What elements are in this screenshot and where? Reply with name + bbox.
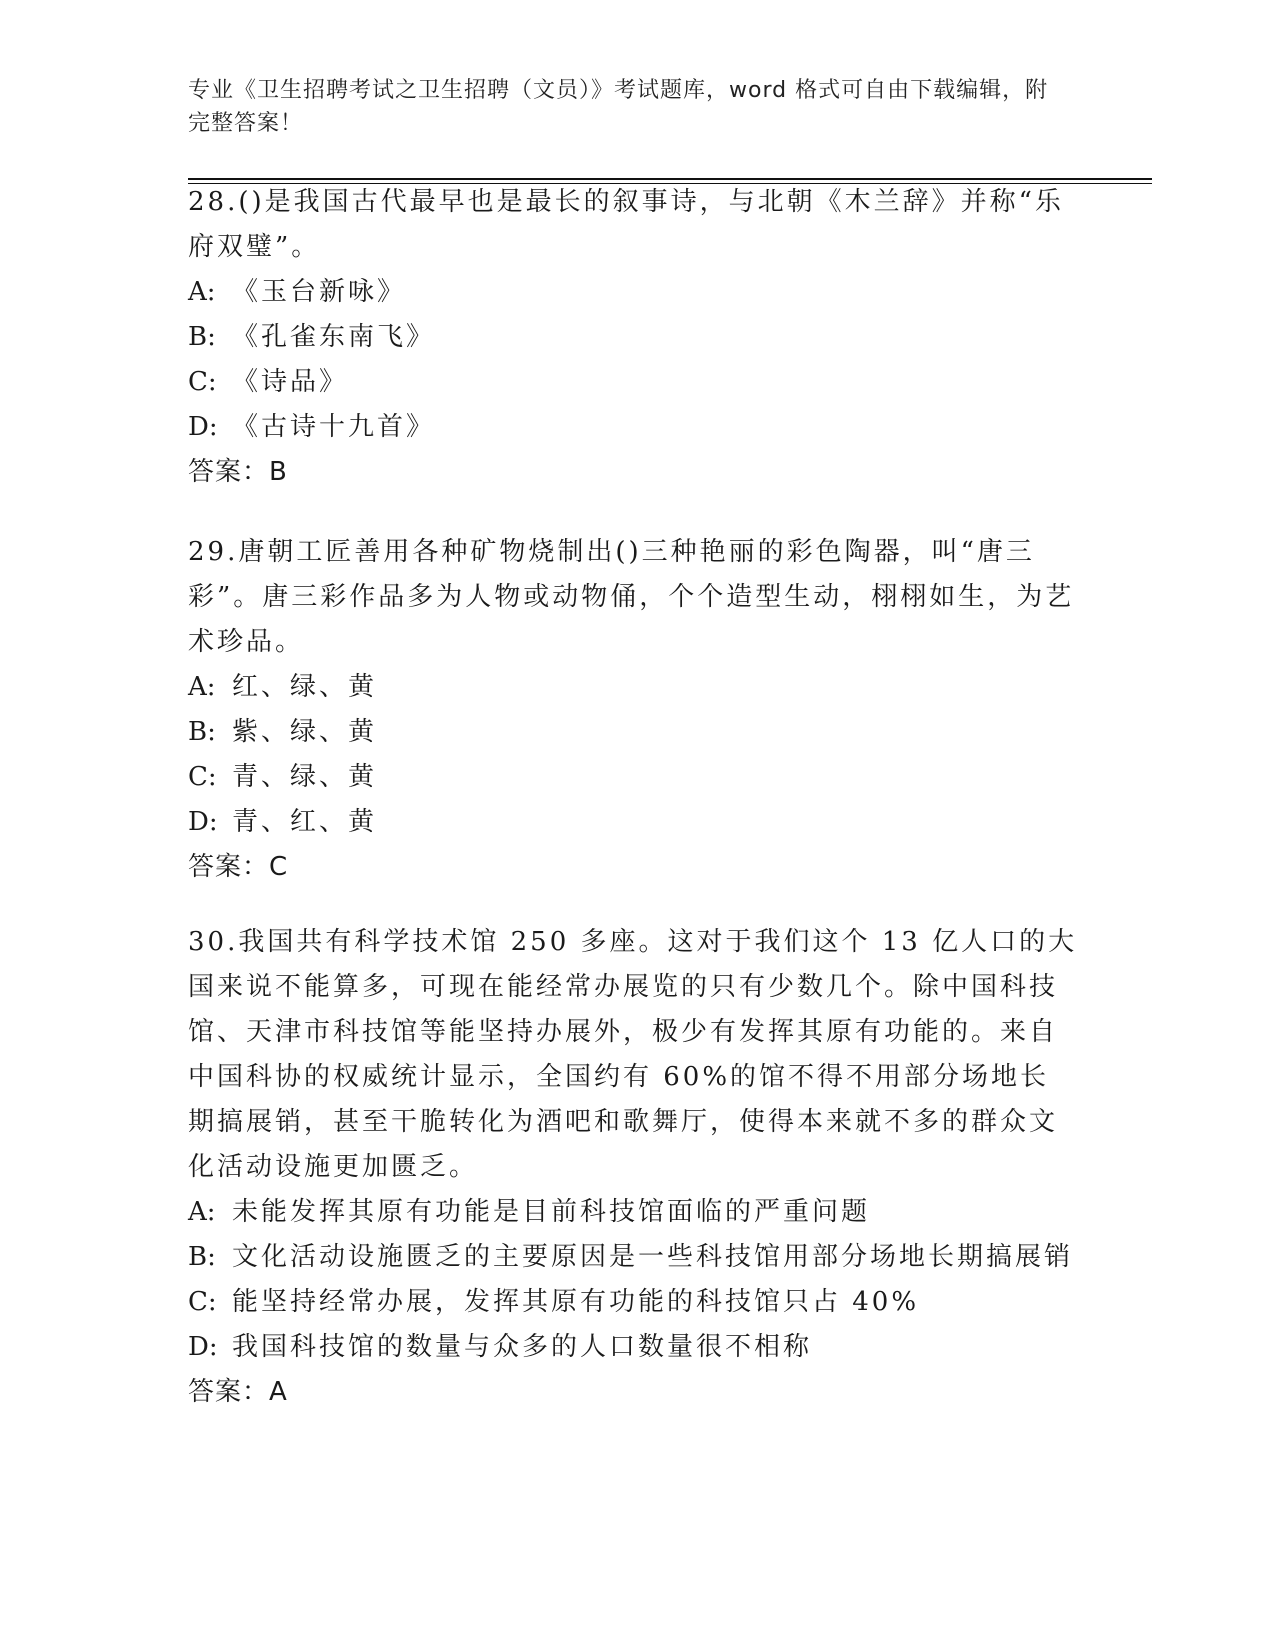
option-letter: A:	[188, 1197, 216, 1227]
option-text: 文化活动设施匮乏的主要原因是一些科技馆用部分场地长期搞展销	[232, 1242, 1074, 1272]
option-d	[188, 1325, 1078, 1370]
question-stem: 29.唐朝工匠善用各种矿物烧制出()三种艳丽的彩色陶器，叫“唐三彩”。唐三彩作品多为人物或动物俑，个个造型生动，栩栩如生，为艺术珍品。	[188, 537, 1075, 657]
option-letter: B:	[188, 1242, 216, 1272]
option-letter: A:	[188, 672, 216, 702]
option-text: 能坚持经常办展，发挥其原有功能的科技馆只占 40%	[232, 1287, 920, 1317]
option-b	[188, 710, 1078, 755]
answer-line: 答案：A	[188, 1377, 288, 1407]
option-text: 《诗品》	[232, 367, 349, 397]
option-letter: B:	[188, 322, 216, 352]
option-letter: A:	[188, 277, 216, 307]
option-b	[188, 315, 1078, 360]
question-29	[188, 530, 1078, 890]
document-header	[188, 74, 1068, 140]
question-stem: 30.我国共有科学技术馆 250 多座。这对于我们这个 13 亿人口的大国来说不能算多，可现在能经常办展览的只有少数几个。除中国科技馆、天津市科技馆等能坚持办展外，极少有发挥其原有功能的。来自中国科协的权威统计显示，全国约有 60%的馆不得不用部分场地长期搞展销，甚至干脆转化为酒吧和歌舞厅，使得本来就不多的群众文化活动设施更加匮乏。	[188, 927, 1078, 1182]
option-letter: C:	[188, 367, 217, 397]
option-text: 未能发挥其原有功能是目前科技馆面临的严重问题	[232, 1197, 871, 1227]
option-letter: D:	[188, 1332, 218, 1362]
option-text: 红、绿、黄	[232, 672, 378, 702]
option-text: 我国科技馆的数量与众多的人口数量很不相称	[232, 1332, 813, 1362]
option-c	[188, 360, 1078, 405]
option-text: 《古诗十九首》	[232, 412, 436, 442]
question-30	[188, 920, 1078, 1415]
option-letter: B:	[188, 717, 216, 747]
option-text: 紫、绿、黄	[232, 717, 378, 747]
option-text: 青、绿、黄	[232, 762, 378, 792]
option-a	[188, 1190, 1078, 1235]
option-c	[188, 1280, 1078, 1325]
answer-line: 答案：B	[188, 457, 288, 487]
option-letter: C:	[188, 762, 217, 792]
option-letter: D:	[188, 807, 218, 837]
answer-line: 答案：C	[188, 852, 289, 882]
option-c	[188, 755, 1078, 800]
question-28	[188, 180, 1078, 495]
option-d	[188, 800, 1078, 845]
option-letter: D:	[188, 412, 218, 442]
option-text: 青、红、黄	[232, 807, 378, 837]
header-text: 专业《卫生招聘考试之卫生招聘（文员）》考试题库，word 格式可自由下载编辑，附完整答案！	[188, 78, 1049, 136]
option-b	[188, 1235, 1078, 1280]
option-a	[188, 665, 1078, 710]
option-letter: C:	[188, 1287, 217, 1317]
option-text: 《孔雀东南飞》	[232, 322, 436, 352]
option-text: 《玉台新咏》	[232, 277, 407, 307]
option-d	[188, 405, 1078, 450]
option-a	[188, 270, 1078, 315]
question-stem: 28.()是我国古代最早也是最长的叙事诗，与北朝《木兰辞》并称“乐府双璧”。	[188, 187, 1064, 262]
